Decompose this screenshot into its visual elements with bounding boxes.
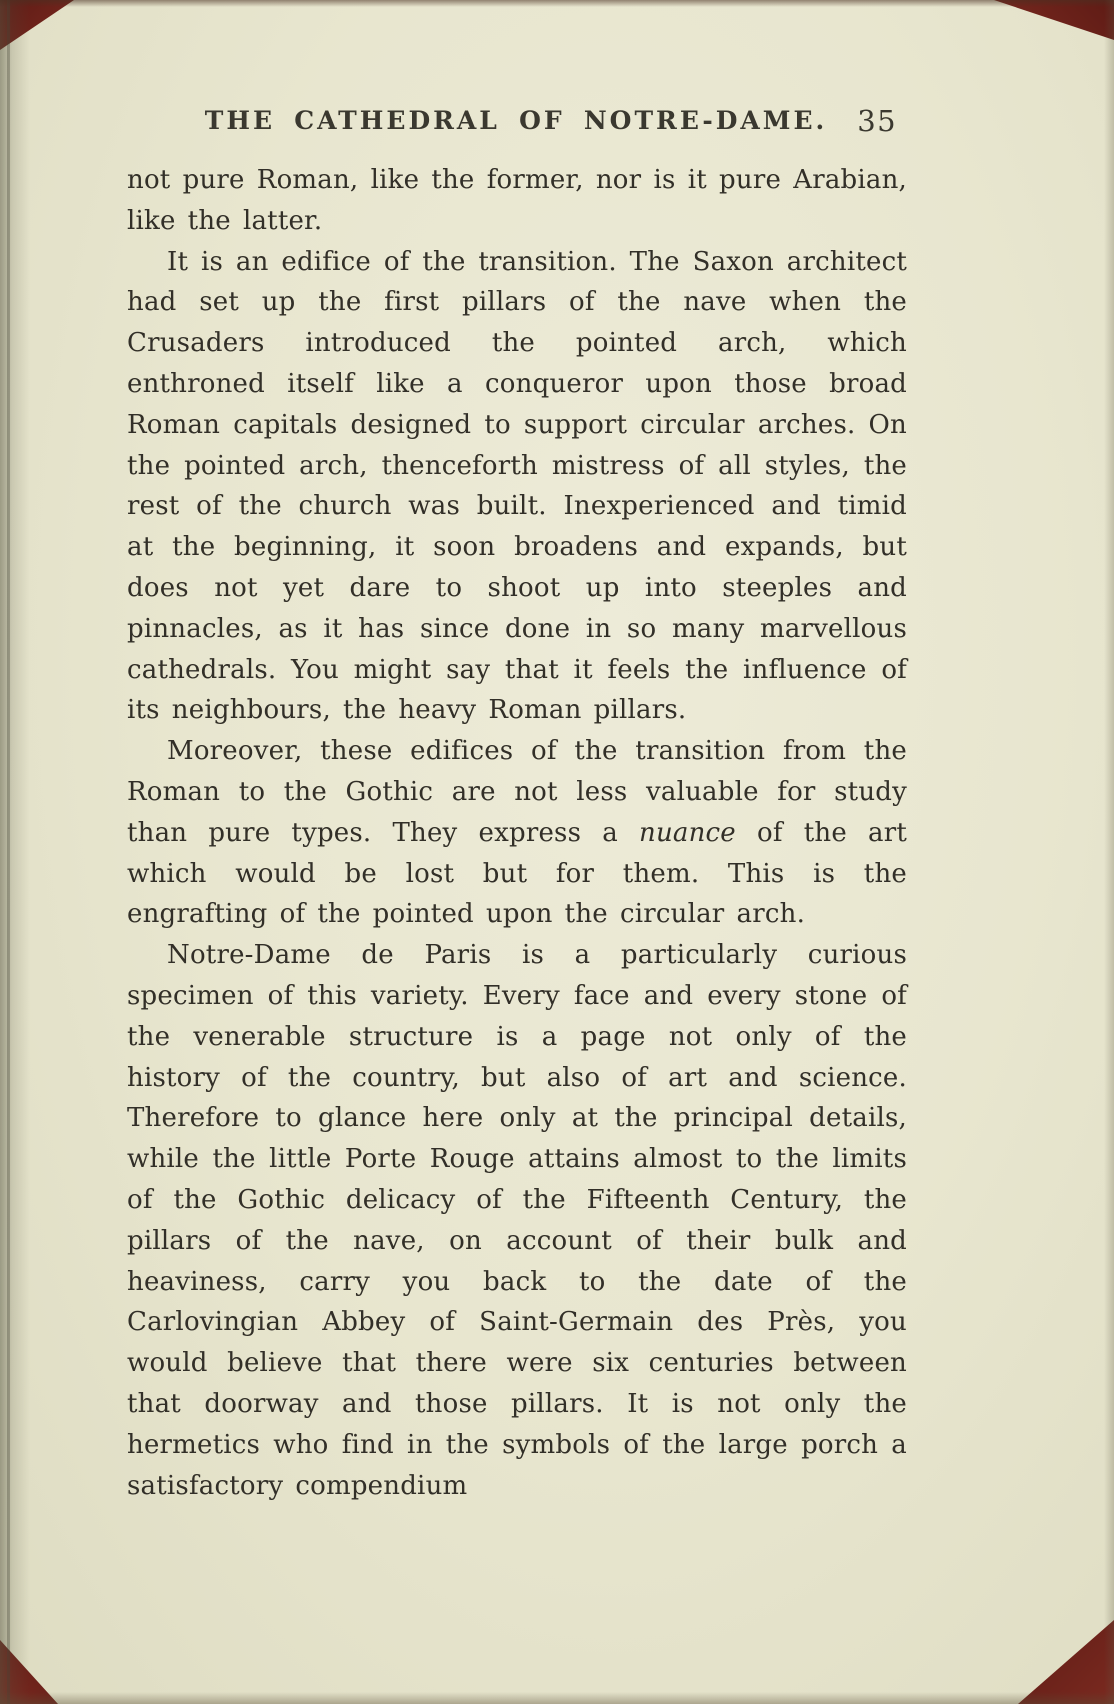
paragraph-segment: Moreover, these edifices of the transition from the Roman to the Gothic are not less valuable for study than pure types. They express a [127, 736, 907, 848]
scan-edge-left-shadow [0, 0, 30, 1704]
text-block [127, 160, 907, 1506]
scan-corner-top-right [994, 0, 1114, 40]
page-header [127, 106, 905, 146]
page-number: 35 [857, 104, 897, 138]
scan-edge-right-shadow [1104, 0, 1114, 1704]
scan-corner-bottom-right [1018, 1620, 1114, 1704]
paragraph-segment: of the art which would be lost but for them. This is the engrafting of the pointed upon the circular arch. [127, 817, 907, 930]
paragraph: not pure Roman, like the former, nor is it pure Arabian, like the latter. [127, 165, 907, 236]
scan-corner-top-left [0, 0, 74, 50]
paragraph [127, 731, 907, 935]
scan-corner-bottom-left [0, 1640, 58, 1704]
paragraph: Notre-Dame de Paris is a particularly curious specimen of this variety. Every face and every stone of the venerable structure is a page not only of the history of the country, but also of art and science. Therefore to glance here only at the principal details, while the little Porte Rouge attains almost to the limits of the Gothic delicacy of the Fifteenth Century, the pillars of the nave, on account of their bulk and heaviness, carry you back to the date of the Carlovingian Abbey of Saint-Germain des Près, you would believe that there were six centuries between that doorway and those pillars. It is not only the hermetics who find in the symbols of the large porch a satisfactory compendium [127, 940, 907, 1501]
scan-edge-top-shadow [0, 0, 1114, 7]
paragraph: It is an edifice of the transition. The Saxon architect had set up the first pillars of the nave when the Crusaders introduced the pointed arch, which enthroned itself like a conqueror upon those broad Roman capitals designed to support circular arches. On the pointed arch, thenceforth mistress of all styles, the rest of the church was built. Inexperienced and timid at the beginning, it soon broadens and expands, but does not yet dare to shoot up into steeples and pinnacles, as it has since done in so many marvellous cathedrals. You might say that it feels the influence of its neighbours, the heavy Roman pillars. [127, 246, 907, 726]
scan-edge-bottom-shadow [0, 1692, 1114, 1704]
scan-binding-line [7, 0, 10, 1704]
running-title: THE CATHEDRAL OF NOTRE-DAME. [204, 106, 828, 135]
italic-word: nuance [639, 817, 736, 848]
